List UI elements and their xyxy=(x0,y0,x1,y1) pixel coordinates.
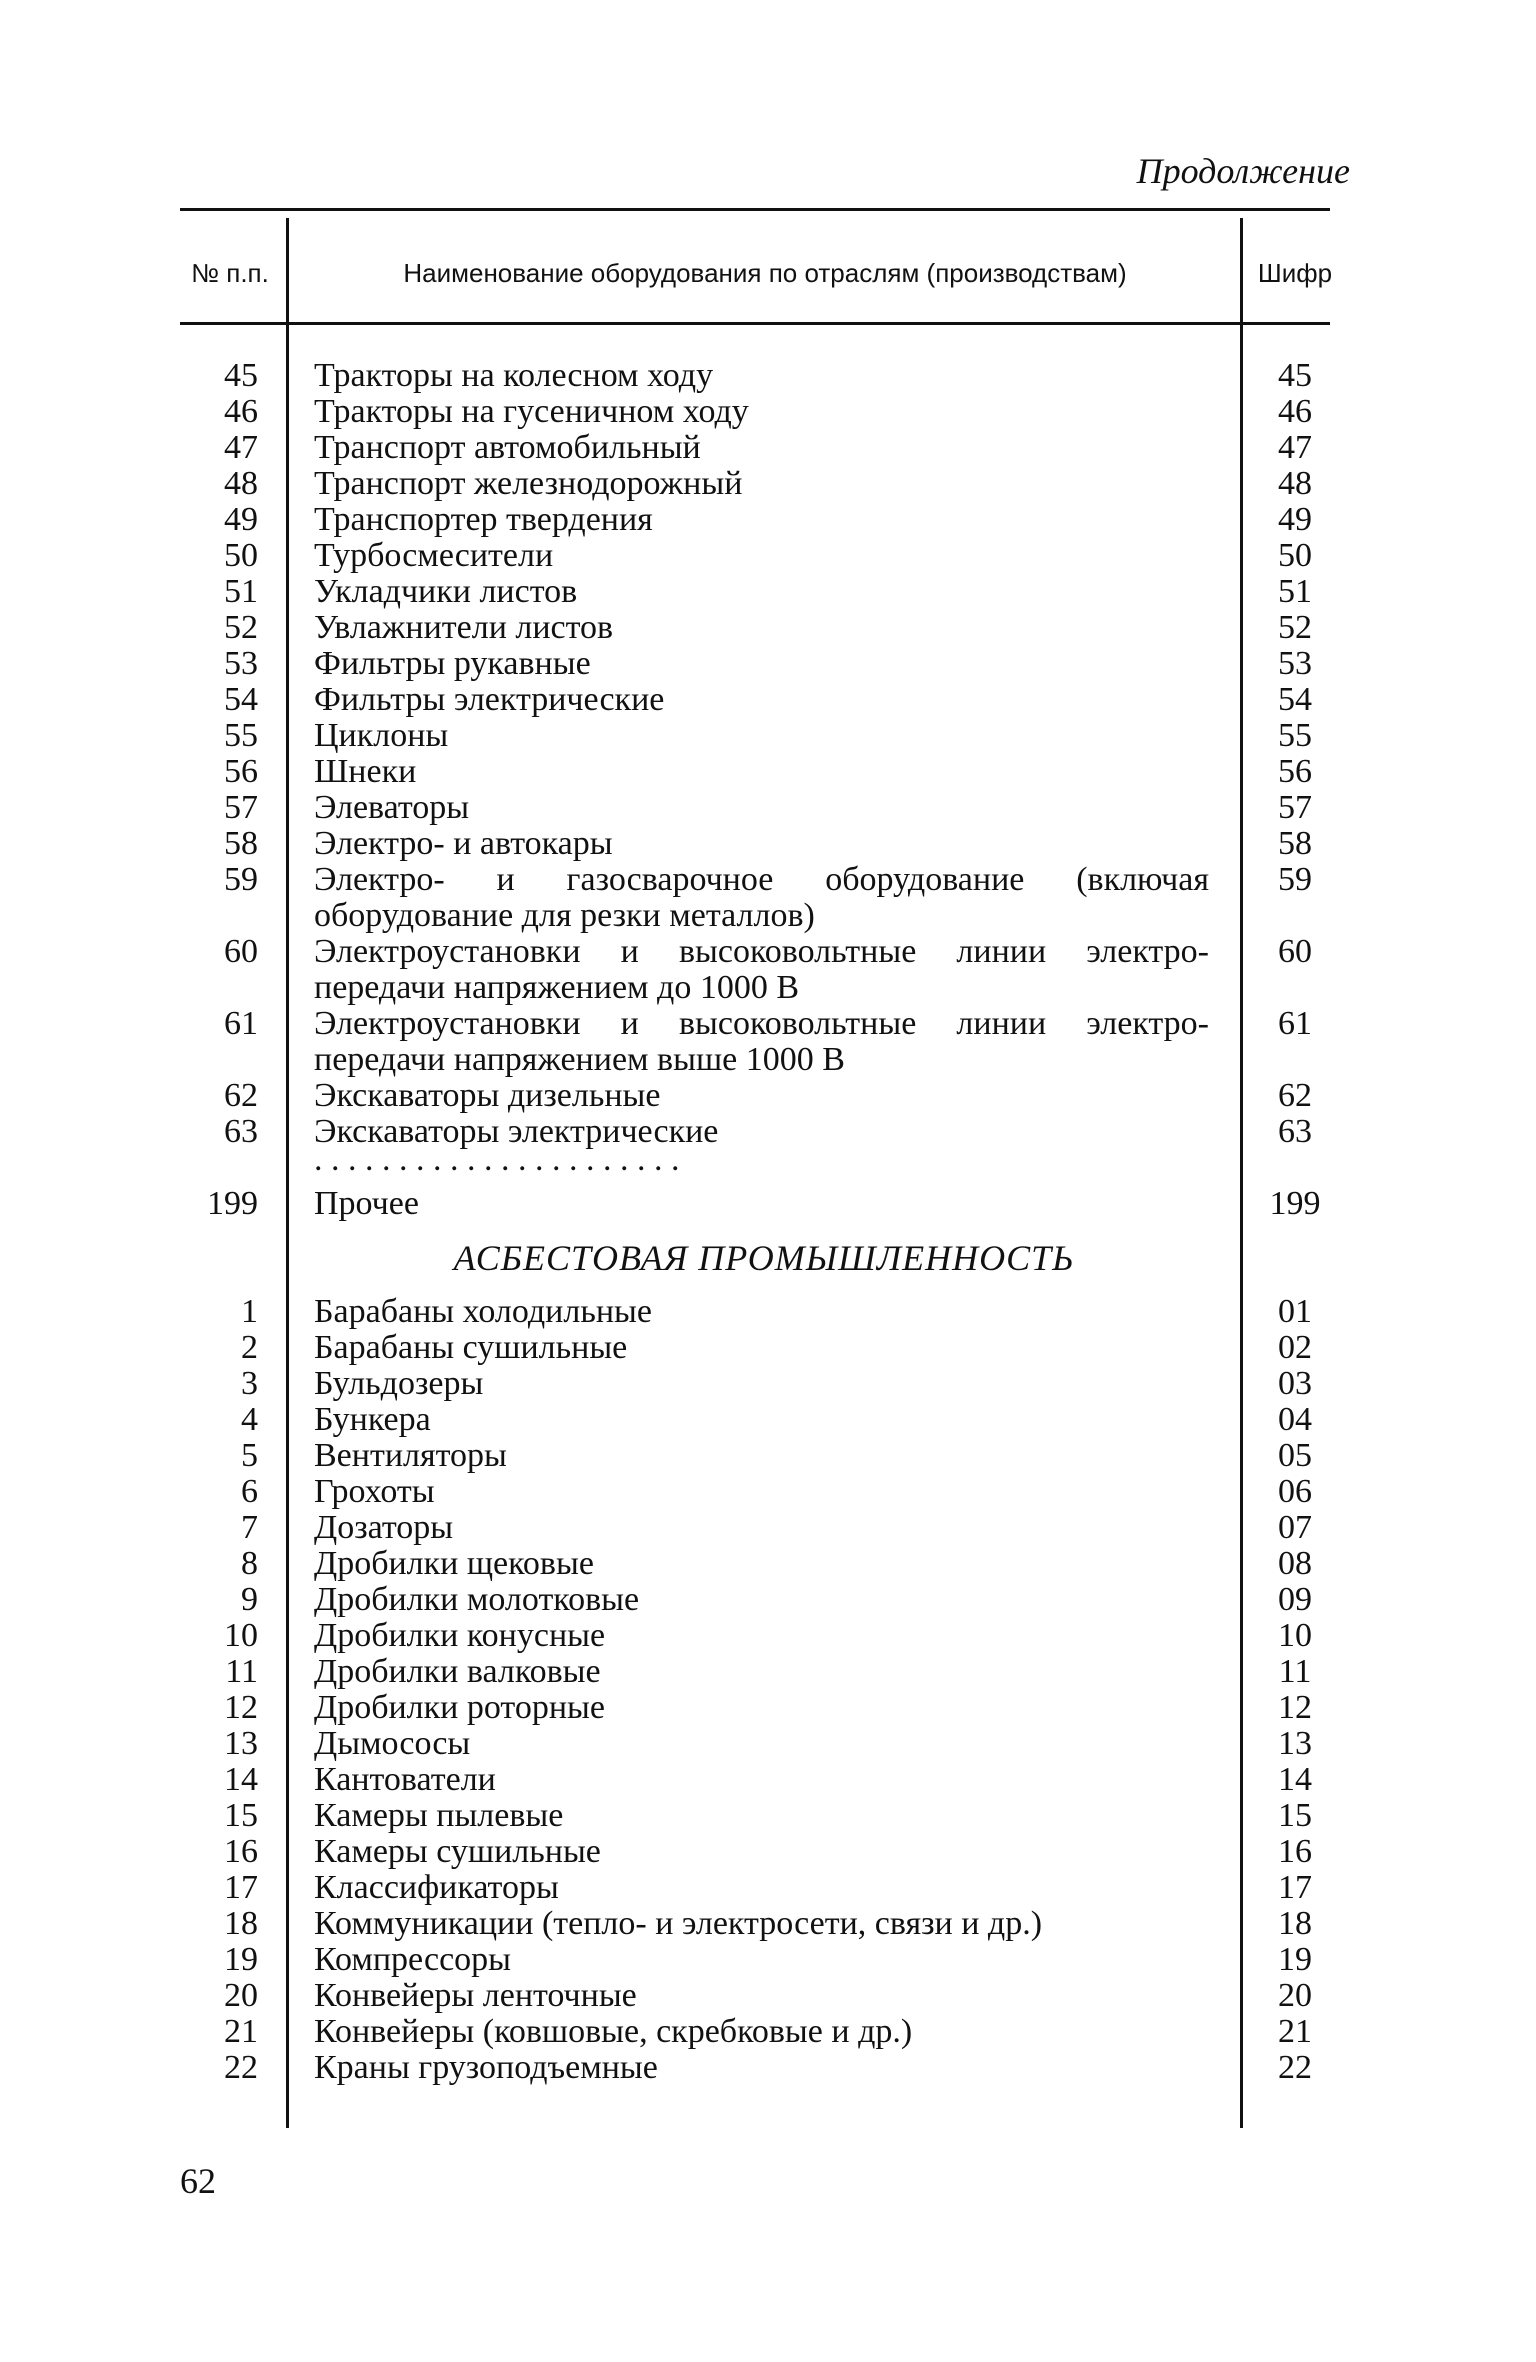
row-name: Экскаваторы электрические xyxy=(314,1113,719,1150)
row-code: 12 xyxy=(1278,1689,1312,1726)
row-number: 7 xyxy=(241,1509,258,1546)
row-number: 51 xyxy=(224,573,258,610)
table-row xyxy=(180,646,1330,682)
table-row xyxy=(180,790,1330,826)
row-name: Дробилки щековые xyxy=(314,1545,594,1582)
table-row xyxy=(180,1978,1330,2014)
row-name: Конвейеры (ковшовые, скребковые и др.) xyxy=(314,2013,913,2050)
row-name: Транспортер твердения xyxy=(314,501,653,538)
table-row xyxy=(180,1834,1330,1870)
row-code: 52 xyxy=(1278,609,1312,646)
row-name: Дробилки валковые xyxy=(314,1653,601,1690)
rows-part2 xyxy=(180,1294,1330,2086)
row-number: 15 xyxy=(224,1797,258,1834)
table-row xyxy=(180,1330,1330,1366)
row-number: 13 xyxy=(224,1725,258,1762)
row-number: 21 xyxy=(224,2013,258,2050)
row-name: Дробилки молотковые xyxy=(314,1581,640,1618)
table-row xyxy=(180,826,1330,862)
row-code: 07 xyxy=(1278,1509,1312,1546)
table-row xyxy=(180,1078,1330,1114)
table-row xyxy=(180,682,1330,718)
row-name: Транспорт железнодорожный xyxy=(314,465,743,502)
row-code: 49 xyxy=(1278,501,1312,538)
row-code: 13 xyxy=(1278,1725,1312,1762)
table-row xyxy=(180,1798,1330,1834)
row-name: Турбосмесители xyxy=(314,537,554,574)
table-row xyxy=(180,2014,1330,2050)
row-number: 56 xyxy=(224,753,258,790)
row-code: 62 xyxy=(1278,1077,1312,1114)
table-row xyxy=(180,1006,1330,1078)
table-row xyxy=(180,1726,1330,1762)
row-code: 199 xyxy=(1269,1185,1321,1222)
table-row xyxy=(180,1474,1330,1510)
table-top-rule xyxy=(180,208,1330,211)
row-number: 49 xyxy=(224,501,258,538)
table-row xyxy=(180,934,1330,1006)
table-row xyxy=(180,574,1330,610)
row-name: Дозаторы xyxy=(314,1509,454,1546)
row-code: 59 xyxy=(1278,861,1312,898)
row-code: 04 xyxy=(1278,1401,1312,1438)
row-code: 50 xyxy=(1278,537,1312,574)
row-code: 08 xyxy=(1278,1545,1312,1582)
row-number: 48 xyxy=(224,465,258,502)
table-row xyxy=(180,502,1330,538)
table-row xyxy=(180,1546,1330,1582)
row-number: 10 xyxy=(224,1617,258,1654)
row-code: 06 xyxy=(1278,1473,1312,1510)
row-number: 14 xyxy=(224,1761,258,1798)
row-name: Барабаны холодильные xyxy=(314,1293,652,1330)
row-name: Грохоты xyxy=(314,1473,435,1510)
row-name: Элеваторы xyxy=(314,789,470,826)
table-row xyxy=(180,358,1330,394)
section-title: АСБЕСТОВАЯ ПРОМЫШЛЕННОСТЬ xyxy=(453,1238,1075,1278)
table-row xyxy=(180,1690,1330,1726)
row-name: Электро- и газосварочное оборудование (включая оборудование для резки металлов) xyxy=(314,861,1209,934)
header-name: Наименование оборудования по отраслям (производствам) xyxy=(403,258,1127,288)
row-name: Тракторы на гусеничном ходу xyxy=(314,393,749,430)
row-code: 46 xyxy=(1278,393,1312,430)
row-name: Компрессоры xyxy=(314,1941,512,1978)
row-name: Конвейеры ленточные xyxy=(314,1977,637,2014)
row-code: 22 xyxy=(1278,2049,1312,2086)
row-name: Бункера xyxy=(314,1401,431,1438)
row-number: 20 xyxy=(224,1977,258,2014)
equipment-table xyxy=(180,208,1333,2128)
row-number: 1 xyxy=(241,1293,258,1330)
table-body xyxy=(180,358,1330,2086)
table-row xyxy=(180,1906,1330,1942)
row-number: 53 xyxy=(224,645,258,682)
row-code: 47 xyxy=(1278,429,1312,466)
row-code: 14 xyxy=(1278,1761,1312,1798)
row-number: 6 xyxy=(241,1473,258,1510)
table-row xyxy=(180,610,1330,646)
table-row xyxy=(180,2050,1330,2086)
row-number: 18 xyxy=(224,1905,258,1942)
row-code: 61 xyxy=(1278,1005,1312,1042)
row-code: 05 xyxy=(1278,1437,1312,1474)
table-row xyxy=(180,718,1330,754)
row-code: 53 xyxy=(1278,645,1312,682)
row-name: Вентиляторы xyxy=(314,1437,507,1474)
table-row xyxy=(180,430,1330,466)
row-code: 16 xyxy=(1278,1833,1312,1870)
row-number: 50 xyxy=(224,537,258,574)
row-code: 01 xyxy=(1278,1293,1312,1330)
row-code: 60 xyxy=(1278,933,1312,970)
table-row xyxy=(180,1114,1330,1150)
table-row xyxy=(180,1366,1330,1402)
row-name: Коммуникации (тепло- и электросети, связи и др.) xyxy=(314,1905,1043,1942)
row-code: 15 xyxy=(1278,1797,1312,1834)
table-row xyxy=(180,1618,1330,1654)
row-code: 17 xyxy=(1278,1869,1312,1906)
row-code: 11 xyxy=(1278,1653,1312,1690)
row-name: Дробилки конусные xyxy=(314,1617,606,1654)
ellipsis-dots: . . . . . . . . . . . . . . . . . . . . . . xyxy=(314,1150,680,1178)
table-row xyxy=(180,1438,1330,1474)
row-number: 16 xyxy=(224,1833,258,1870)
row-number: 17 xyxy=(224,1869,258,1906)
row-name: Камеры пылевые xyxy=(314,1797,564,1834)
table-row xyxy=(180,1186,1330,1222)
row-number: 52 xyxy=(224,609,258,646)
row-code: 18 xyxy=(1278,1905,1312,1942)
row-name: Камеры сушильные xyxy=(314,1833,601,1870)
row-number: 19 xyxy=(224,1941,258,1978)
row-number: 57 xyxy=(224,789,258,826)
row-number: 5 xyxy=(241,1437,258,1474)
row-name: Дробилки роторные xyxy=(314,1689,605,1726)
row-number: 47 xyxy=(224,429,258,466)
row-code: 02 xyxy=(1278,1329,1312,1366)
row-code: 55 xyxy=(1278,717,1312,754)
row-name: Бульдозеры xyxy=(314,1365,484,1402)
header-bottom-rule xyxy=(180,322,1330,325)
row-code: 56 xyxy=(1278,753,1312,790)
row-name: Циклоны xyxy=(314,717,449,754)
table-row xyxy=(180,394,1330,430)
row-name: Фильтры рукавные xyxy=(314,645,591,682)
row-code: 63 xyxy=(1278,1113,1312,1150)
row-name: Барабаны сушильные xyxy=(314,1329,628,1366)
table-row xyxy=(180,754,1330,790)
row-name: Фильтры электрические xyxy=(314,681,665,718)
row-name: Кантователи xyxy=(314,1761,496,1798)
row-code: 51 xyxy=(1278,573,1312,610)
row-code: 57 xyxy=(1278,789,1312,826)
table-row xyxy=(180,1870,1330,1906)
row-name: Электроустановки и высоковольтные линии электро-передачи напряжением выше 1000 В xyxy=(314,1005,1209,1078)
header-number: № п.п. xyxy=(191,258,269,288)
row-code: 45 xyxy=(1278,357,1312,394)
row-code: 10 xyxy=(1278,1617,1312,1654)
row-number: 3 xyxy=(241,1365,258,1402)
row-number: 60 xyxy=(224,933,258,970)
table-row xyxy=(180,1762,1330,1798)
row-name: Дымососы xyxy=(314,1725,471,1762)
row-number: 2 xyxy=(241,1329,258,1366)
table-row xyxy=(180,538,1330,574)
row-name: Краны грузоподъемные xyxy=(314,2049,658,2086)
table-row xyxy=(180,1582,1330,1618)
row-number: 63 xyxy=(224,1113,258,1150)
row-name: Укладчики листов xyxy=(314,573,578,610)
header-code: Шифр xyxy=(1257,258,1333,288)
row-code: 21 xyxy=(1278,2013,1312,2050)
row-code: 20 xyxy=(1278,1977,1312,2014)
row-number: 12 xyxy=(224,1689,258,1726)
row-name: Транспорт автомобильный xyxy=(314,429,701,466)
row-code: 58 xyxy=(1278,825,1312,862)
row-number: 22 xyxy=(224,2049,258,2086)
row-number: 199 xyxy=(207,1185,258,1222)
row-code: 19 xyxy=(1278,1941,1312,1978)
row-name: Увлажнители листов xyxy=(314,609,614,646)
row-code: 03 xyxy=(1278,1365,1312,1402)
row-number: 54 xyxy=(224,681,258,718)
row-number: 55 xyxy=(224,717,258,754)
continuation-label: Продолжение xyxy=(1136,151,1350,191)
rows-part1 xyxy=(180,358,1330,1150)
row-number: 62 xyxy=(224,1077,258,1114)
row-code: 48 xyxy=(1278,465,1312,502)
table-row xyxy=(180,1510,1330,1546)
row-number: 9 xyxy=(241,1581,258,1618)
row-number: 8 xyxy=(241,1545,258,1582)
table-row xyxy=(180,1402,1330,1438)
row-number: 11 xyxy=(225,1653,258,1690)
row-number: 45 xyxy=(224,357,258,394)
row-number: 61 xyxy=(224,1005,258,1042)
row-name: Экскаваторы дизельные xyxy=(314,1077,661,1114)
table-row xyxy=(180,1654,1330,1690)
table-row xyxy=(180,1294,1330,1330)
page-number: 62 xyxy=(180,2161,216,2201)
row-code: 09 xyxy=(1278,1581,1312,1618)
table-row xyxy=(180,1942,1330,1978)
row-number: 4 xyxy=(241,1401,258,1438)
row-number: 59 xyxy=(224,861,258,898)
row-number: 58 xyxy=(224,825,258,862)
row-code: 54 xyxy=(1278,681,1312,718)
row-name: Классификаторы xyxy=(314,1869,559,1906)
table-row xyxy=(180,862,1330,934)
row-name: Шнеки xyxy=(314,753,417,790)
row-name: Тракторы на колесном ходу xyxy=(314,357,714,394)
row-name: Прочее xyxy=(314,1185,419,1222)
table-row xyxy=(180,466,1330,502)
row-name: Электроустановки и высоковольтные линии электро-передачи напряжением до 1000 В xyxy=(314,933,1209,1006)
row-number: 46 xyxy=(224,393,258,430)
row-name: Электро- и автокары xyxy=(314,825,613,862)
